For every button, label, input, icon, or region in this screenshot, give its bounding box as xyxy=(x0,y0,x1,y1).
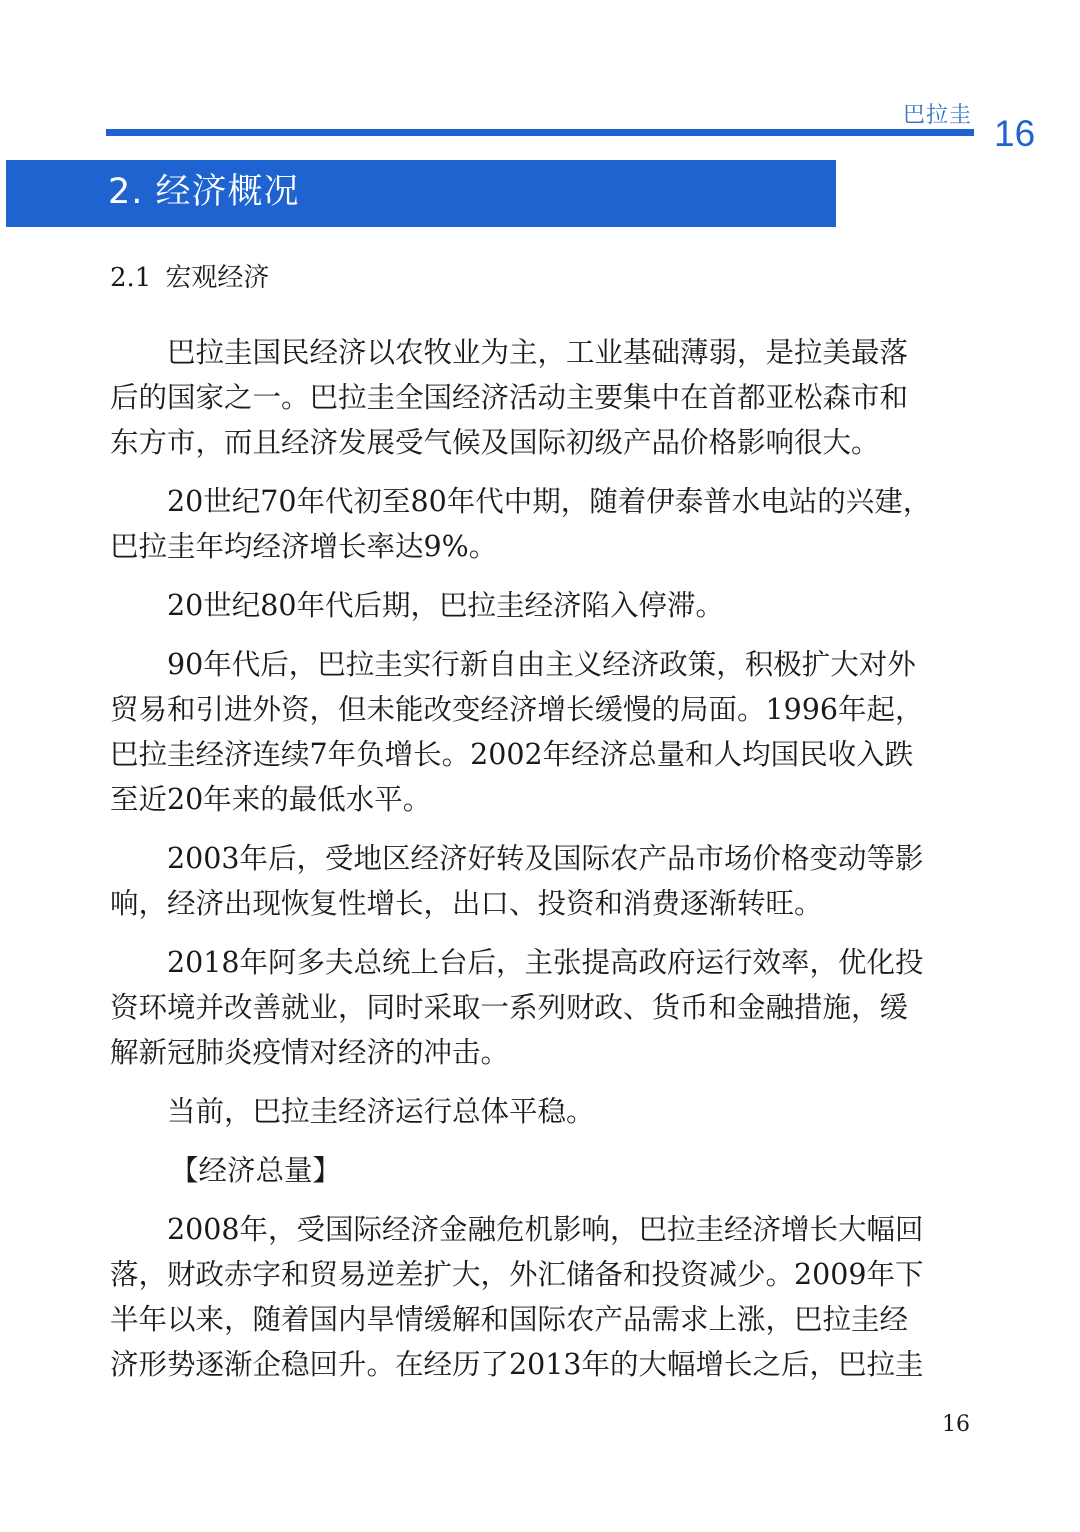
paragraph: 20世纪80年代后期，巴拉圭经济陷入停滞。 xyxy=(167,589,725,622)
chapter-title: 2. 经济概况 xyxy=(108,172,300,212)
running-header-title: 巴拉圭 xyxy=(902,103,972,128)
chapter-banner xyxy=(6,160,836,227)
paragraph: 2003年后，受地区经济好转及国际农产品市场价格变动等影 响，经济出现恢复性增长，出口、投资和消费逐渐转旺。 xyxy=(110,842,924,920)
footer-page-number: 16 xyxy=(942,1412,970,1437)
paragraph: 巴拉圭国民经济以农牧业为主，工业基础薄弱，是拉美最落 后的国家之一。巴拉圭全国经济活动主要集中在首都亚松森市和 东方市，而且经济发展受气候及国际初级产品价格影响很大。 xyxy=(110,336,909,459)
header-page-number: 16 xyxy=(994,113,1036,154)
paragraph: 当前，巴拉圭经济运行总体平稳。 xyxy=(167,1095,595,1128)
section-title: 宏观经济 xyxy=(165,263,270,293)
section-number: 2.1 xyxy=(110,263,152,293)
section-heading xyxy=(110,258,269,298)
paragraph: 2018年阿多夫总统上台后，主张提高政府运行效率，优化投 资环境并改善就业，同时采取一系列财政、货币和金融措施，缓 解新冠肺炎疫情对经济的冲击。 xyxy=(110,946,924,1069)
paragraph: 20世纪70年代初至80年代中期，随着伊泰普水电站的兴建， 巴拉圭年均经济增长率达9%。 xyxy=(110,485,932,563)
paragraph: 90年代后，巴拉圭实行新自由主义经济政策，积极扩大对外 贸易和引进外资，但未能改变经济增长缓慢的局面。1996年起， 巴拉圭经济连续7年负增长。2002年经济总量和人均国民收入跌 至近20年来的最低水平。 xyxy=(110,648,924,816)
paragraph: 2008年，受国际经济金融危机影响，巴拉圭经济增长大幅回 落，财政赤字和贸易逆差扩大，外汇储备和投资减少。2009年下 半年以来，随着国内旱情缓解和国际农产品需求上涨，巴拉圭经 济形势逐渐企稳回升。在经历了2013年的大幅增长之后，巴拉圭 xyxy=(110,1213,924,1381)
subsection-heading: 【经济总量】 xyxy=(170,1154,342,1187)
body-text xyxy=(110,330,972,1401)
header-rule xyxy=(106,129,974,136)
